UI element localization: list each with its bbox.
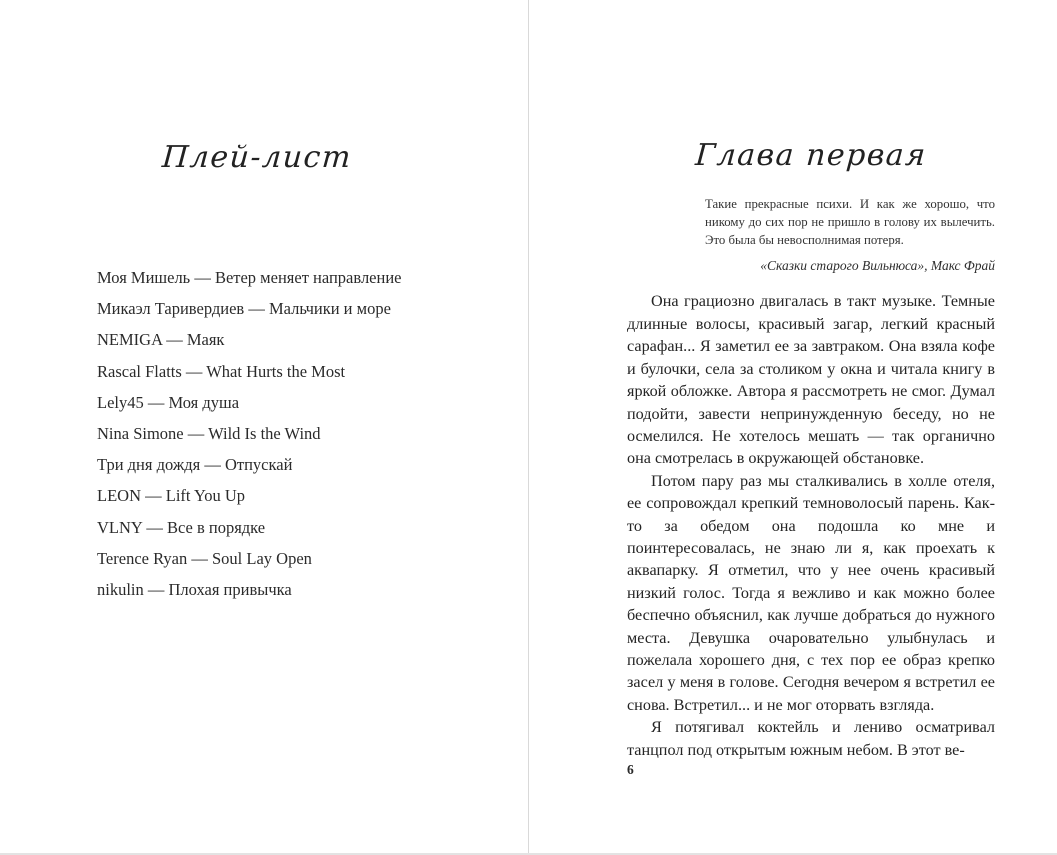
chapter-body xyxy=(627,290,995,761)
chapter-text-column xyxy=(627,195,995,761)
playlist-item: Микаэл Таривердиев — Мальчики и море xyxy=(97,299,391,319)
playlist-item: Rascal Flatts — What Hurts the Most xyxy=(97,361,346,381)
playlist-item: Nina Simone — Wild Is the Wind xyxy=(97,423,321,443)
left-page xyxy=(0,0,528,855)
playlist-title: Плей-лист xyxy=(160,140,354,175)
body-paragraph: Потом пару раз мы сталкивались в холле отеля, ее сопровождал крепкий темноволосый парень. Как-то за обедом она подошла ко мне и поинтересовалась, не знаю ли я, как проехать к аквапарку. Я отметил, что у нее очень красивый низкий голос. Тогда я вежливо и как можно более беспечно объяснил, как лучше добраться до нужного места. Девушка очаровательно улыбнулась и пожелала хорошего дня, с тех пор ее образ крепко засел у меня в голове. Сегодня вечером я встретил ее снова. Встретил... и не мог оторвать взгляда. xyxy=(627,471,995,714)
right-page xyxy=(529,0,1057,855)
chapter-title: Глава первая xyxy=(694,138,928,173)
page-number: 6 xyxy=(627,762,634,777)
playlist-item: VLNY — Все в порядке xyxy=(97,517,266,537)
playlist-item: nikulin — Плохая привычка xyxy=(97,579,292,599)
playlist-item: Terence Ryan — Soul Lay Open xyxy=(97,548,312,568)
playlist-item: NEMIGA — Маяк xyxy=(97,330,225,350)
playlist-item: LEON — Lift You Up xyxy=(97,486,246,506)
epigraph-text: Такие прекрасные психи. И как же хорошо, что никому до сих пор не пришло в голову их вылечить. Это была бы невосполнимая потеря. xyxy=(705,197,995,248)
playlist-item: Моя Мишель — Ветер меняет направление xyxy=(97,268,402,287)
body-paragraph: Я потягивал коктейль и лениво осматривал танцпол под открытым южным небом. В этот ве- xyxy=(627,718,995,759)
playlist-item: Три дня дождя — Отпускай xyxy=(97,455,293,475)
playlist-item: Lely45 — Моя душа xyxy=(97,392,240,412)
body-paragraph: Она грациозно двигалась в такт музыке. Темные длинные волосы, красивый загар, легкий красный сарафан... Я заметил ее за завтраком. Она взяла кофе и булочки, села за столиком у окна и читала книгу в яркой обложке. Автора я рассмотреть не смог. Думал подойти, завести непринужденную беседу, но не осмелился. Не хотелось мешать — так органично она смотрелась в окружающей обстановке. xyxy=(627,292,995,468)
playlist xyxy=(97,268,457,600)
epigraph-attribution: «Сказки старого Вильнюса», Макс Фрай xyxy=(760,258,995,274)
